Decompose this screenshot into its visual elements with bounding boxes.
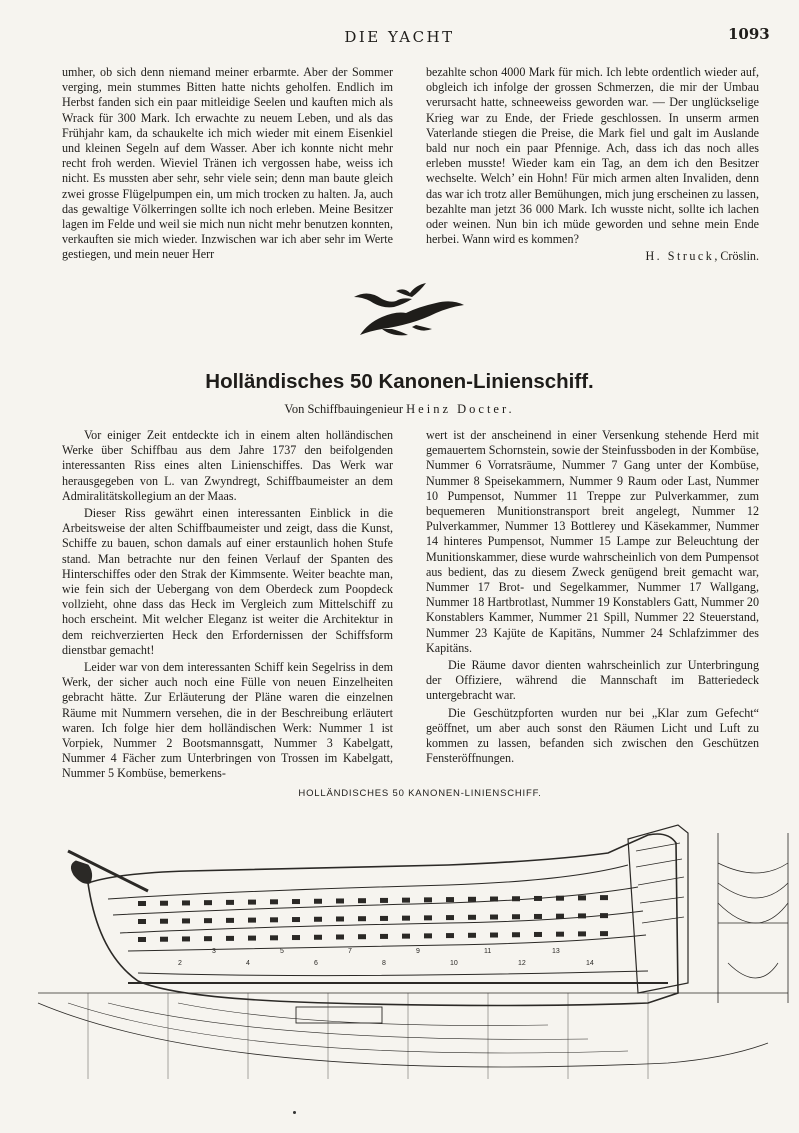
gun-port: [182, 918, 190, 923]
previous-article-right-column: [426, 65, 759, 265]
gun-ports: [138, 895, 608, 942]
gun-port: [534, 914, 542, 919]
page-dot: [293, 1111, 296, 1114]
running-header: DIE YACHT: [344, 28, 455, 46]
lower-deck-line: [120, 911, 643, 933]
gun-port: [270, 917, 278, 922]
gun-deck-line: [113, 887, 638, 915]
paragraph: Die Räume davor dienten wahrscheinlich zur Unterbringung der Offiziere, während die Mannschaft im Batteriedeck untergebracht war.: [426, 658, 759, 703]
room-number-label: 2: [178, 960, 182, 967]
gun-port: [380, 898, 388, 903]
gun-port: [380, 916, 388, 921]
gun-port: [204, 918, 212, 923]
room-number-label: 10: [450, 960, 458, 967]
gun-port: [336, 916, 344, 921]
gun-port: [600, 931, 608, 936]
paragraph: wert ist der anscheinend in einer Versenkung stehende Herd mit gemauertem Schornstein, sowie der Steinfussboden in der Kombüse, Nummer 6 Vorratsräume, Nummer 7 Gang unter der Kombüse, Nummer 8 Speisekammern, Nummer 9 Raum oder Last, Nummer 10 Pumpensot, Nummer 11 Treppe zur Pulverkammer, zum bequemeren Munitionstransport breit angelegt, Nummer 12 Pulverkammer, Nummer 13 Bottlerey und Käsekammer, Nummer 14 hinteres Pumpensot, Nummer 15 Lampe zur Beleuchtung der Munitionskammer, diese wurde wahrscheinlich von dem Pumpensot aus bedient, das zu diesem Zweck genügend breit gemacht war, Nummer 17 Brot- und Segelkammer, Nummer 17 Wallgang, Nummer 18 Hartbrotlast, Nummer 19 Konstablers Gatt, Nummer 20 Konstablers Kammer, Nummer 21 Spill, Nummer 22 Steuerstand, Nummer 23 Kajüte de Kapitäns, Nummer 24 Schlafzimmer des Kapitäns.: [426, 428, 759, 655]
gun-port: [578, 913, 586, 918]
room-number-label: 14: [586, 960, 594, 967]
paragraph: Leider war von dem interessanten Schiff kein Segelriss in dem Werk, der sicher auch noch eine Fülle von neuen Einzelheiten gebracht hätte. Zur Erläuterung der Pläne waren die einzelnen Räume mit Nummern versehen, die in der Beschreibung erläutert waren. Ich folge hier dem holländischen Werk: Nummer 1 ist Vorpiek, Nummer 2 Bootsmannsgatt, Nummer 3 Kabelgatt, Nummer 4 Fächer zum Unterbringen von Trossen im Kabelgatt, Nummer 5 Kombüse, bemerkens-: [62, 660, 393, 781]
gun-port: [248, 918, 256, 923]
signature-name: H. Struck: [645, 249, 715, 264]
paragraph: bezahlte schon 4000 Mark für mich. Ich lebte ordentlich wieder auf, obgleich ich infolge der grossen Schmerzen, die mir der Umbau verursacht hatte, schneeweiss geworden war. — Der unglückselige Krieg war zu Ende, der Friede geschlossen. In unserm armen Vaterlande stiegen die Preise, die Mark fiel und galt im Auslande bald nur noch ein paar Pfennige. Ach, dass ich das noch alles erleben musste! Wieder kam ein Tag, an dem ich den Besitzer wechselte. Welch’ ein Hohn! Für mich armen alten Invaliden, denn das war ich trotz aller Bemühungen, mich jung erscheinen zu lassen, bezahlte man jetzt 36 000 Mark. Ich wusste nicht, sollte ich lachen oder weinen. Nun bin ich müde geworden und sehne mein Ende herbei. Wann wird es kommen?: [426, 65, 759, 247]
gun-port: [138, 919, 146, 924]
room-number-label: 8: [382, 960, 386, 967]
gun-port: [204, 936, 212, 941]
room-number-label: 13: [552, 948, 560, 955]
room-number-label: 3: [212, 948, 216, 955]
gun-port: [512, 914, 520, 919]
gun-port: [248, 936, 256, 941]
gun-port: [490, 915, 498, 920]
gun-port: [468, 897, 476, 902]
paragraph: umher, ob sich denn niemand meiner erbarmte. Aber der Sommer verging, mein stummes Bitten hatte nichts geholfen. Endlich im Herbst fanden sich ein paar mitleidige Seelen und kauften mich als Wrack für 300 Mark. Ich erwachte zu neuem Leben, und als das Frühjahr kam, da schaukelte ich mich wieder mit einem Eisenkiel und kleinen Segeln auf dem Wasser. Aber ich konnte nicht mehr recht froh werden. Wieviel Tränen ich vergossen habe, weiss ich nicht. Es mussten aber sehr, sehr viele sein; denn man baute gleich zwei grosse Flügelpumpen ein, um mich trocken zu halten. Ja, auch das gewaltige Völkerringen sollte ich noch erleben. Meine Besitzer lagen im Felde und weil sie mich nun nicht mehr benutzen konnten, verkauften sie mich wieder. Inzwischen war ich aber sehr im Werte gestiegen, und mein neuer Herr: [62, 65, 393, 262]
byline-prefix: Von Schiffbauingenieur: [284, 402, 407, 416]
upper-deck-line: [108, 865, 628, 899]
gun-port: [534, 932, 542, 937]
gun-port: [292, 935, 300, 940]
article-left-column: [62, 428, 393, 782]
gun-port: [182, 936, 190, 941]
gun-port: [160, 937, 168, 942]
previous-article-left-column: [62, 65, 393, 263]
room-number-label: 4: [246, 960, 250, 967]
gun-port: [226, 918, 234, 923]
gun-port: [138, 901, 146, 906]
room-number-label: 9: [416, 948, 420, 955]
signature-place: , Cröslin.: [714, 249, 759, 264]
gun-port: [402, 934, 410, 939]
gun-port: [336, 898, 344, 903]
article-byline: [0, 402, 799, 417]
gun-port: [160, 901, 168, 906]
gun-port: [424, 933, 432, 938]
gun-port: [182, 900, 190, 905]
gun-port: [270, 935, 278, 940]
gun-port: [534, 896, 542, 901]
gun-port: [358, 934, 366, 939]
room-number-label: 6: [314, 960, 318, 967]
plan-label-box: [296, 1007, 382, 1023]
gun-port: [292, 899, 300, 904]
gun-port: [490, 897, 498, 902]
gun-port: [336, 934, 344, 939]
gun-port: [490, 933, 498, 938]
page-number: 1093: [728, 25, 770, 43]
gun-port: [314, 899, 322, 904]
hold-floor: [138, 971, 648, 976]
gun-port: [226, 936, 234, 941]
gun-port: [578, 931, 586, 936]
article-right-column: [426, 428, 759, 766]
figurehead: [71, 861, 91, 883]
gun-port: [204, 900, 212, 905]
paragraph: Vor einiger Zeit entdeckte ich in einem alten holländischen Werke über Schiffbau aus dem Jahre 1737 den beifolgenden interessanten Riss eines alten Linienschiffes. Das Werk war herausgegeben von L. van Zwyndregt, Schiffbaumeister an dem Admiralitätskollegium an der Maas.: [62, 428, 393, 503]
gun-port: [556, 932, 564, 937]
gun-port: [380, 934, 388, 939]
gun-port: [424, 897, 432, 902]
room-number-label: 11: [484, 948, 492, 955]
gun-port: [160, 919, 168, 924]
body-plan-frame: [718, 833, 788, 1003]
gun-port: [556, 896, 564, 901]
gun-port: [446, 897, 454, 902]
figure-caption: HOLLÄNDISCHES 50 KANONEN-LINIENSCHIFF.: [298, 788, 542, 799]
gun-port: [292, 917, 300, 922]
gun-port: [226, 900, 234, 905]
gun-port: [468, 915, 476, 920]
gun-port: [512, 896, 520, 901]
gun-port: [248, 900, 256, 905]
gun-port: [556, 914, 564, 919]
byline-author: Heinz Docter.: [406, 402, 515, 416]
gun-port: [600, 895, 608, 900]
room-number-label: 7: [348, 948, 352, 955]
gun-port: [468, 933, 476, 938]
gun-port: [358, 916, 366, 921]
gun-port: [358, 898, 366, 903]
gun-port: [138, 937, 146, 942]
paragraph: Dieser Riss gewährt einen interessanten Einblick in die Arbeitsweise der alten Schiffbaumeister und zeigt, dass die Kunst, Schiffe zu bauen, schon damals auf einer erstaunlich hohen Stufe stand. Man betrachte nur den feinen Verlauf der Spanten des Hinterschiffes oder den Strak der Kimmsente. Weiter beachte man, wie fein sich der Uebergang von dem Oberdeck zum Poopdeck vollzieht, ohne dass das Heck im Vergleich zum Mittelschiff zu hoch erscheint. Mit welcher Eleganz ist weiter die Architektur in dem reichverzierten Heck den Erfordernissen der Schiffsform dienstbar gemacht!: [62, 506, 393, 657]
gun-port: [402, 898, 410, 903]
gun-port: [446, 933, 454, 938]
gun-port: [314, 935, 322, 940]
gun-port: [600, 913, 608, 918]
gun-port: [578, 895, 586, 900]
gun-port: [314, 917, 322, 922]
paragraph: Die Geschützpforten wurden nur bei „Klar zum Gefecht“ geöffnet, um aber auch sonst den Räumen Licht und Luft zu kommen zu lassen, befanden sich zwischen den Geschützen Fensteröffnungen.: [426, 705, 759, 766]
room-number-label: 12: [518, 960, 526, 967]
gun-port: [512, 932, 520, 937]
seagulls-vignette-icon: [352, 277, 467, 342]
gun-port: [446, 915, 454, 920]
stern-castle: [628, 825, 688, 993]
gun-port: [402, 916, 410, 921]
gun-port: [270, 899, 278, 904]
ship-plan-drawing: [28, 803, 799, 1088]
room-number-label: 5: [280, 948, 284, 955]
gun-port: [424, 915, 432, 920]
author-signature: [426, 249, 759, 264]
room-number-labels: [178, 948, 594, 967]
article-title: Holländisches 50 Kanonen-Linienschiff.: [205, 370, 594, 393]
